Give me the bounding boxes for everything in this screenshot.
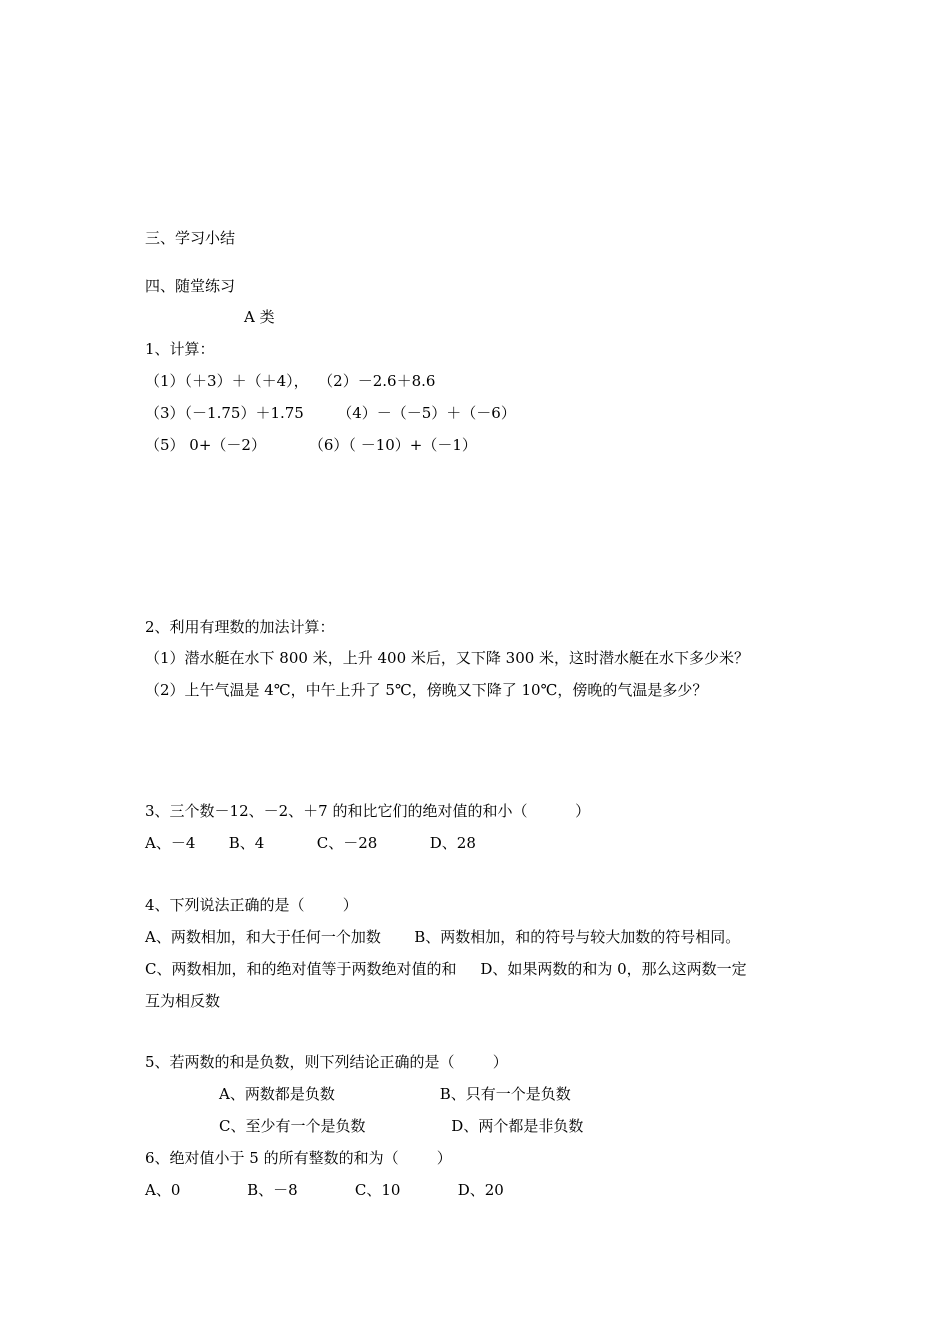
q5-line-1: A、两数都是负数 B、只有一个是负数: [219, 1085, 571, 1103]
q1-row-1: （1）（＋3）＋（＋4）， （2）－2.6＋8.6: [145, 372, 436, 390]
section-summary-heading: 三、学习小结: [145, 229, 236, 247]
q5-title: 5、若两数的和是负数，则下列结论正确的是（ ）: [145, 1053, 508, 1071]
q1-row-2: （3）（－1.75）＋1.75 （4）－（－5）＋（－6）: [145, 404, 516, 422]
category-a-label: A 类: [244, 308, 275, 326]
q6-title: 6、绝对值小于 5 的所有整数的和为（ ）: [145, 1149, 452, 1167]
q5-line-2: C、至少有一个是负数 D、两个都是非负数: [219, 1117, 584, 1135]
section-practice-heading: 四、随堂练习: [145, 277, 236, 295]
q3-title: 3、三个数－12、－2、＋7 的和比它们的绝对值的和小（ ）: [145, 802, 591, 820]
q3-options: A、－4 B、4 C、－28 D、28: [145, 834, 476, 852]
q1-row-3: （5） 0+（－2） （6）（ －10）+（－1）: [145, 436, 477, 454]
q1-title: 1、计算：: [145, 340, 215, 358]
q2-title: 2、利用有理数的加法计算：: [145, 618, 335, 636]
q2-part-1: （1）潜水艇在水下 800 米，上升 400 米后，又下降 300 米，这时潜水艇在水下多少米？: [145, 649, 750, 667]
q4-line-3: 互为相反数: [145, 992, 221, 1010]
q4-line-1: A、两数相加，和大于任何一个加数 B、两数相加，和的符号与较大加数的符号相同。: [145, 928, 741, 946]
q6-options: A、0 B、－8 C、10 D、20: [145, 1181, 504, 1199]
q4-title: 4、下列说法正确的是（ ）: [145, 896, 358, 914]
q4-line-2: C、两数相加，和的绝对值等于两数绝对值的和 D、如果两数的和为 0，那么这两数一定: [145, 960, 747, 978]
q2-part-2: （2）上午气温是 4℃，中午上升了 5℃，傍晚又下降了 10℃，傍晚的气温是多少？: [145, 681, 708, 699]
